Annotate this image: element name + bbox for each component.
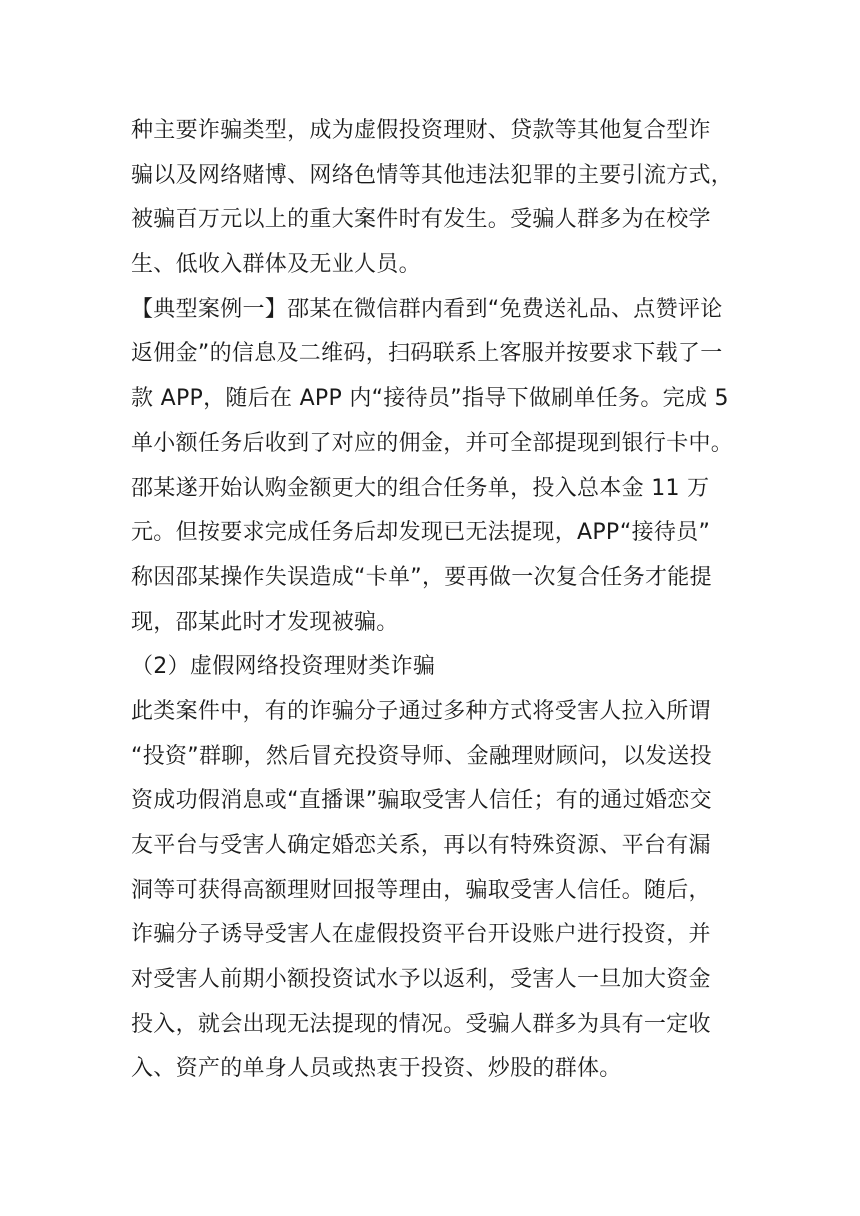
text-line: 称因邵某操作失误造成“卡单”，要再做一次复合任务才能提 [131,564,712,590]
section-heading: （2）虚假网络投资理财类诈骗 [131,654,436,680]
text-line: 资成功假消息或“直播课”骗取受害人信任；有的通过婚恋交 [131,788,712,814]
text-line: 生、低收入群体及无业人员。 [131,252,421,278]
body-text [131,109,751,1092]
text-line: 入、资产的单身人员或热衷于投资、炒股的群体。 [131,1056,622,1082]
text-line: 款 APP，随后在 APP 内“接待员”指导下做刷单任务。完成 5 [131,386,729,412]
text-line: 元。但按要求完成任务后却发现已无法提现，APP“接待员” [131,520,711,546]
text-line: 种主要诈骗类型，成为虚假投资理财、贷款等其他复合型诈 [131,118,711,143]
text-line: 单小额任务后收到了对应的佣金，并可全部提现到银行卡中。 [131,430,734,456]
text-line: 友平台与受害人确定婚恋关系，再以有特殊资源、平台有漏 [131,833,711,858]
text-line: 骗以及网络赌博、网络色情等其他违法犯罪的主要引流方式， [131,162,734,188]
text-line: 此类案件中，有的诈骗分子通过多种方式将受害人拉入所谓 [131,698,711,724]
text-line: 诈骗分子诱导受害人在虚假投资平台开设账户进行投资，并 [131,922,711,948]
text-line: 邵某遂开始认购金额更大的组合任务单，投入总本金 11 万 [131,475,710,501]
text-line: “投资”群聊，然后冒充投资导师、金融理财顾问，以发送投 [131,743,712,769]
text-line: 被骗百万元以上的重大案件时有发生。受骗人群多为在校学 [131,207,711,233]
text-line: 投入，就会出现无法提现的情况。受骗人群多为具有一定收 [131,1011,711,1037]
text-line: 现，邵某此时才发现被骗。 [131,609,399,635]
text-line: 洞等可获得高额理财回报等理由，骗取受害人信任。随后， [131,877,711,903]
case-heading-line: 【典型案例一】邵某在微信群内看到“免费送礼品、点赞评论 [131,296,723,322]
text-line: 对受害人前期小额投资试水予以返利，受害人一旦加大资金 [131,967,711,993]
text-line: 返佣金”的信息及二维码，扫码联系上客服并按要求下载了一 [131,341,723,367]
